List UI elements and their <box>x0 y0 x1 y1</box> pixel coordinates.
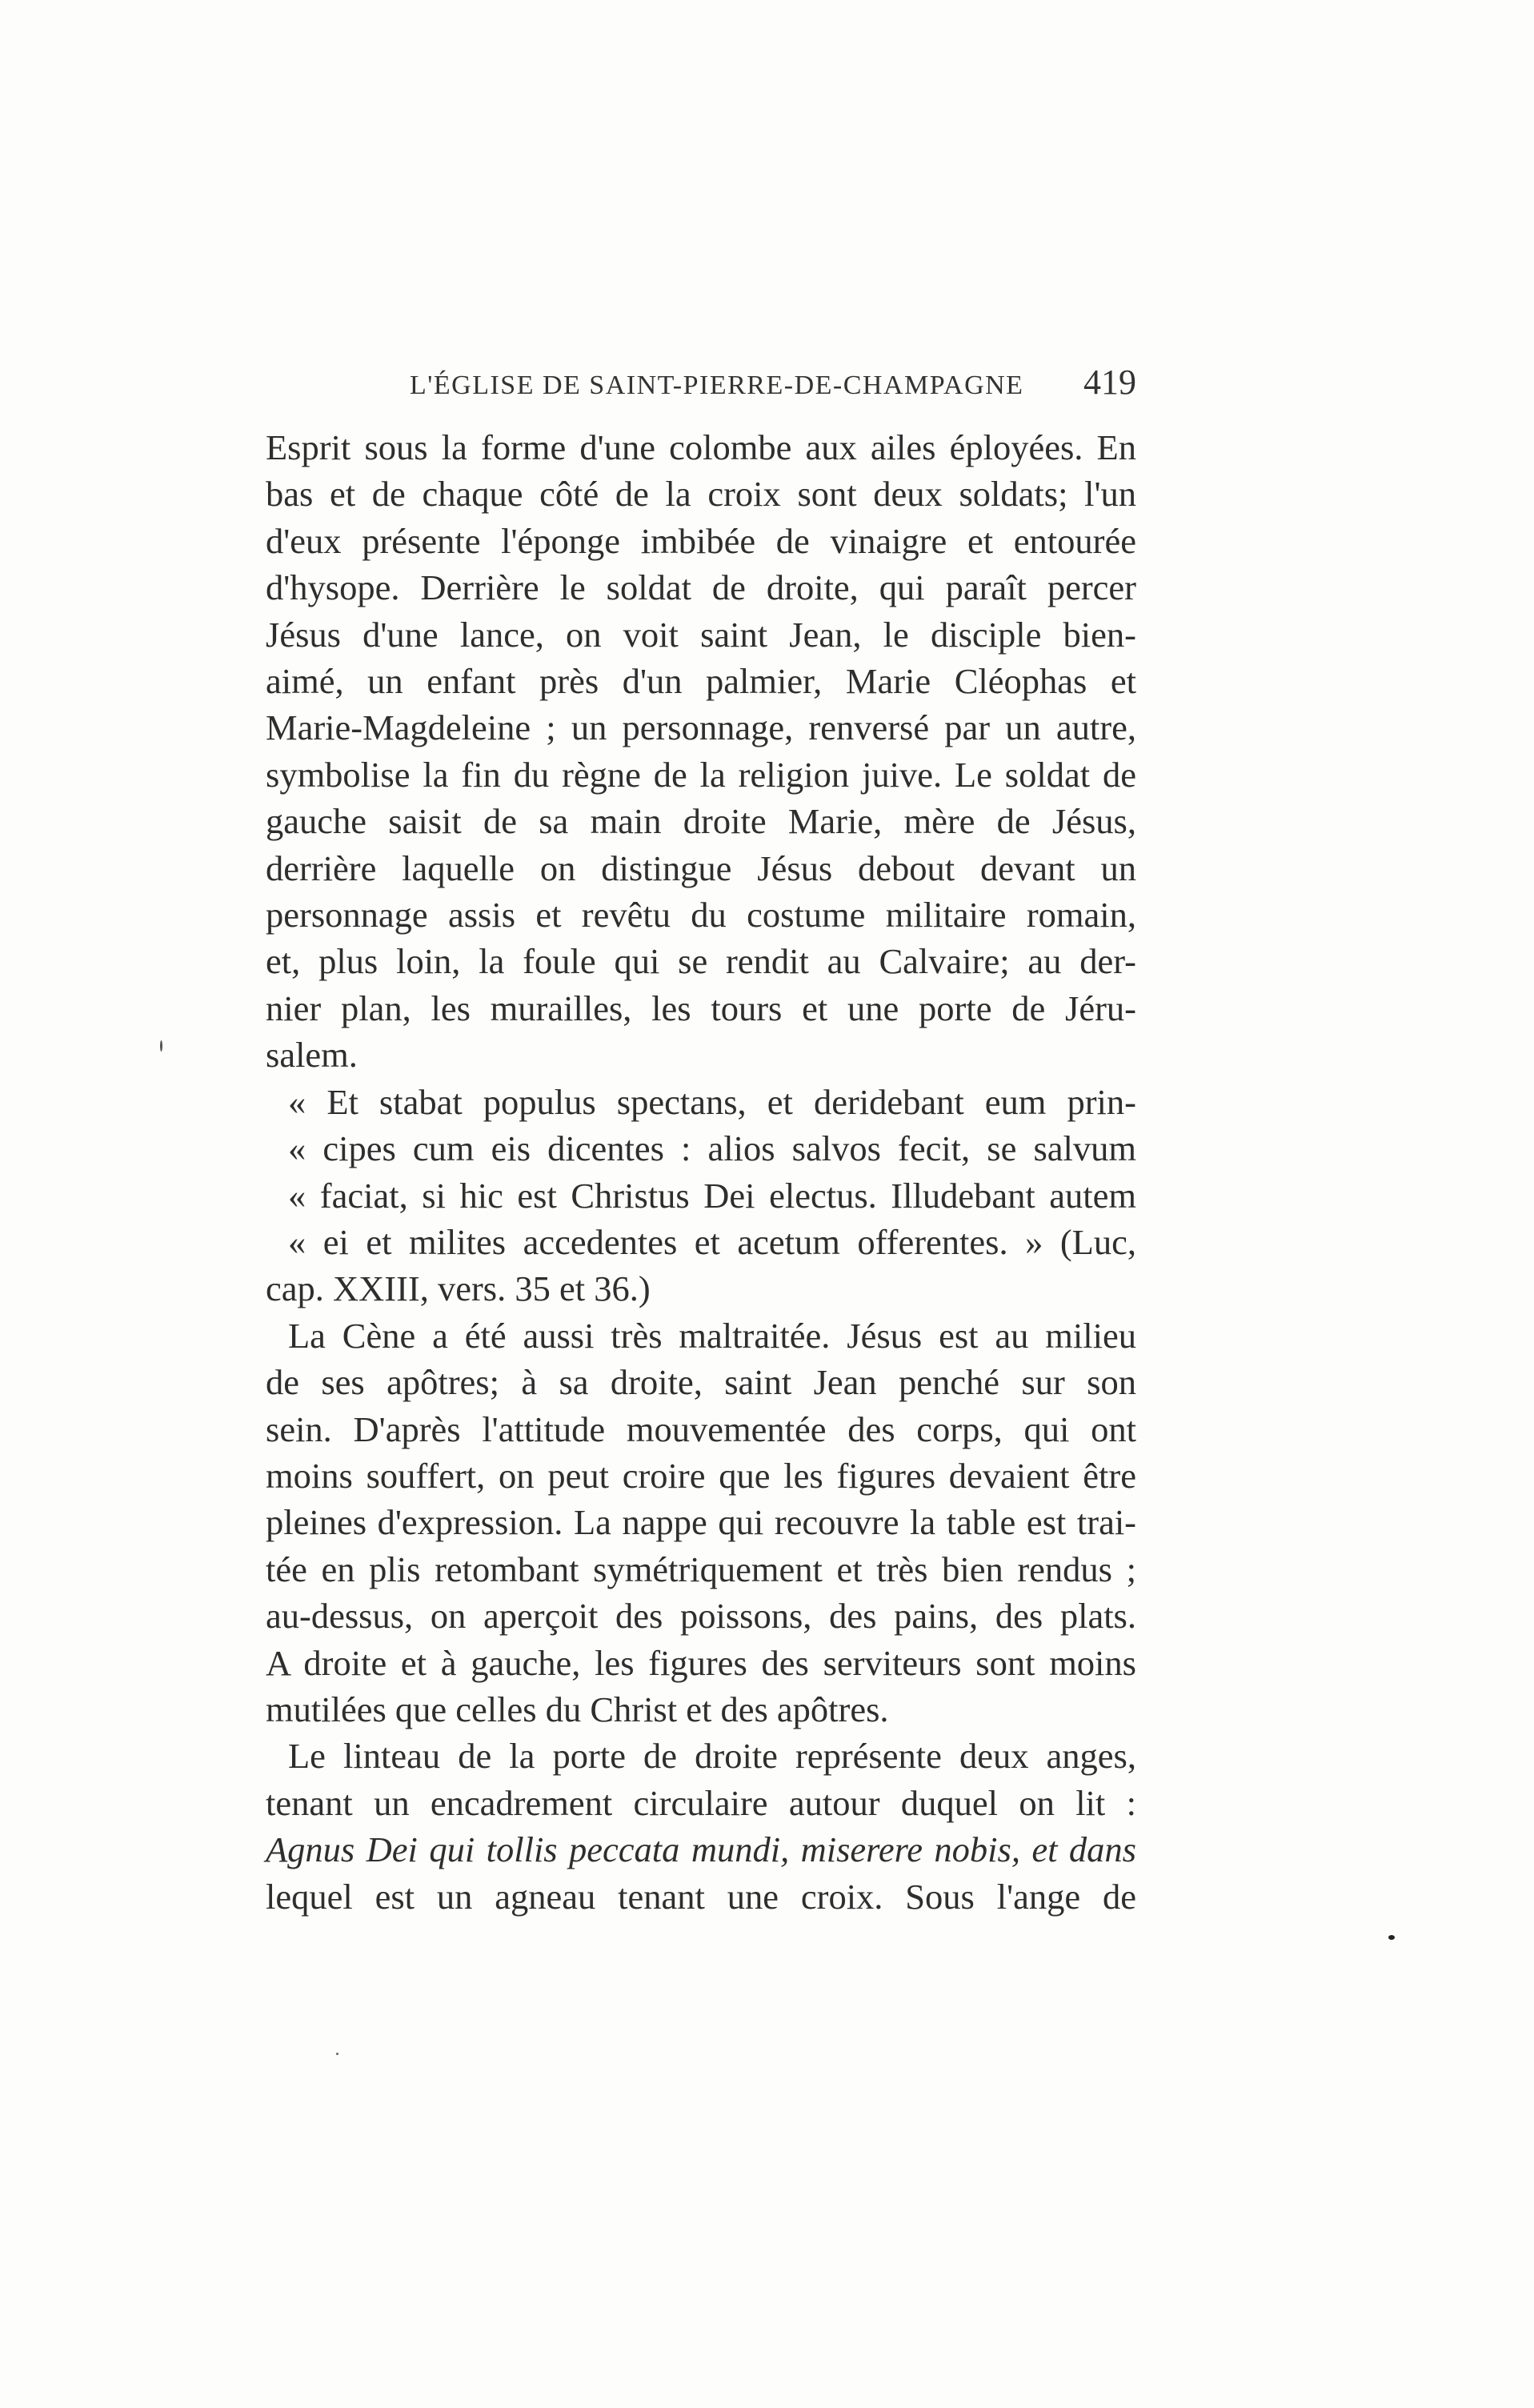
text-line: personnage assis et revêtu du costume militaire romain, <box>266 895 1136 936</box>
text-line: pleines d'expression. La nappe qui recouvre la table est trai- <box>266 1502 1136 1543</box>
text-line: d'eux présente l'éponge imbibée de vinaigre et entourée <box>266 520 1136 561</box>
text-line: au-dessus, on aperçoit des poissons, des pains, des plats. <box>266 1596 1136 1637</box>
text-line: gauche saisit de sa main droite Marie, mère de Jésus, <box>266 801 1136 842</box>
text-line: tenant un encadrement circulaire autour duquel on lit : <box>266 1782 1136 1823</box>
text-line: mutilées que celles du Christ et des apôtres. <box>266 1689 889 1729</box>
text-line: Esprit sous la forme d'une colombe aux ailes éployées. En <box>266 427 1136 467</box>
text-line: sein. D'après l'attitude mouvementée des corps, qui ont <box>266 1408 1136 1449</box>
quote-line: « cipes cum eis dicentes : alios salvos fecit, se salvum <box>288 1128 1136 1169</box>
text-line: derrière laquelle on distingue Jésus debout devant un <box>266 847 1136 888</box>
running-head: L'ÉGLISE DE SAINT-PIERRE-DE-CHAMPAGNE <box>410 371 1024 400</box>
page-header <box>410 362 1136 410</box>
text-line: lequel est un agneau tenant une croix. Sous l'ange de <box>266 1876 1136 1917</box>
text-line: et, plus loin, la foule qui se rendit au Calvaire; au der- <box>266 941 1136 982</box>
scan-speck <box>1388 1935 1395 1940</box>
quote-line: « faciat, si hic est Christus Dei electus. Illudebant autem <box>288 1175 1136 1216</box>
scan-speck <box>336 2053 338 2055</box>
quote-line: « Et stabat populus spectans, et deridebant eum prin- <box>288 1081 1136 1122</box>
text-line: symbolise la fin du règne de la religion juive. Le soldat de <box>266 754 1136 795</box>
text-line: A droite et à gauche, les figures des serviteurs sont moins <box>266 1642 1136 1683</box>
text-line: Le linteau de la porte de droite représente deux anges, <box>288 1736 1136 1777</box>
text-line: La Cène a été aussi très maltraitée. Jésus est au milieu <box>288 1315 1136 1356</box>
scan-speck <box>160 1040 162 1052</box>
quote-line: « ei et milites accedentes et acetum offerentes. » (Luc, <box>288 1221 1136 1262</box>
latin-inscription-line: Agnus Dei qui tollis peccata mundi, miserere nobis, et dans <box>266 1829 1136 1870</box>
text-line: Jésus d'une lance, on voit saint Jean, le disciple bien- <box>266 614 1136 655</box>
text-line: tée en plis retombant symétriquement et très bien rendus ; <box>266 1549 1136 1589</box>
text-line: bas et de chaque côté de la croix sont deux soldats; l'un <box>266 474 1136 515</box>
text-line: nier plan, les murailles, les tours et une porte de Jéru- <box>266 988 1136 1028</box>
text-line: salem. <box>266 1035 358 1076</box>
body-text <box>266 424 1136 1920</box>
page-number: 419 <box>1083 363 1136 402</box>
text-line: aimé, un enfant près d'un palmier, Marie Cléophas et <box>266 661 1136 702</box>
text-line: Marie-Magdeleine ; un personnage, renversé par un autre, <box>266 707 1136 748</box>
text-line: d'hysope. Derrière le soldat de droite, qui paraît percer <box>266 567 1136 608</box>
quote-citation: cap. XXIII, vers. 35 et 36.) <box>266 1268 651 1309</box>
text-line: de ses apôtres; à sa droite, saint Jean penché sur son <box>266 1362 1136 1403</box>
text-line: moins souffert, on peut croire que les figures devaient être <box>266 1455 1136 1496</box>
